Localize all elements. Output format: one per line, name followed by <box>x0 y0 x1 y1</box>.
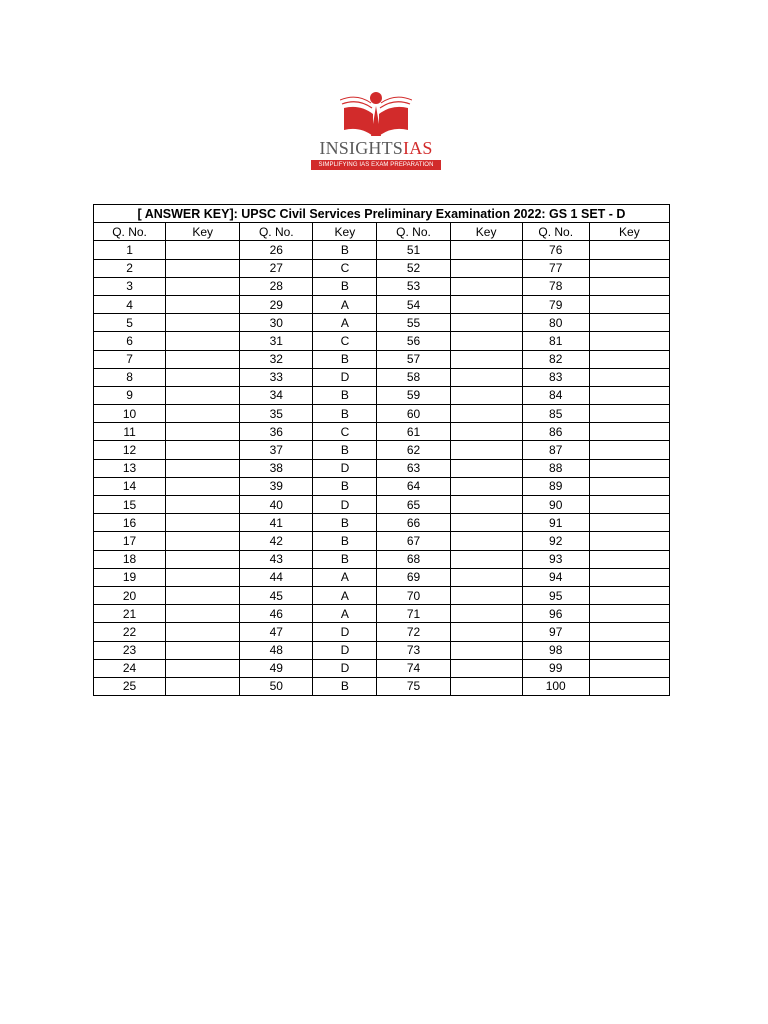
question-number-cell: 36 <box>240 423 313 441</box>
answer-key-cell <box>166 386 240 404</box>
answer-key-cell <box>589 241 669 259</box>
table-row <box>94 477 670 495</box>
column-header-key: Key <box>589 223 669 241</box>
answer-key-cell <box>450 241 522 259</box>
answer-key-cell <box>450 441 522 459</box>
question-number-cell: 65 <box>377 496 450 514</box>
answer-key-cell <box>589 550 669 568</box>
table-row <box>94 277 670 295</box>
answer-key-cell <box>450 496 522 514</box>
question-number-cell: 76 <box>522 241 589 259</box>
question-number-cell: 32 <box>240 350 313 368</box>
open-book-icon <box>340 90 412 140</box>
answer-key-cell <box>589 405 669 423</box>
question-number-cell: 64 <box>377 477 450 495</box>
question-number-cell: 25 <box>94 677 166 695</box>
answer-key-cell <box>450 659 522 677</box>
question-number-cell: 59 <box>377 386 450 404</box>
answer-key-cell <box>166 568 240 586</box>
question-number-cell: 94 <box>522 568 589 586</box>
question-number-cell: 85 <box>522 405 589 423</box>
question-number-cell: 28 <box>240 277 313 295</box>
question-number-cell: 50 <box>240 677 313 695</box>
question-number-cell: 84 <box>522 386 589 404</box>
question-number-cell: 17 <box>94 532 166 550</box>
answer-key-cell <box>166 332 240 350</box>
answer-key-cell <box>450 641 522 659</box>
answer-key-cell <box>166 368 240 386</box>
answer-key-cell: D <box>313 623 377 641</box>
answer-key-cell <box>589 641 669 659</box>
answer-key-cell: B <box>313 514 377 532</box>
brand-name <box>308 138 444 158</box>
table-row <box>94 405 670 423</box>
answer-key-cell: C <box>313 332 377 350</box>
question-number-cell: 47 <box>240 623 313 641</box>
answer-key-cell <box>589 605 669 623</box>
answer-key-cell <box>450 605 522 623</box>
answer-key-cell <box>450 314 522 332</box>
answer-key-cell: D <box>313 496 377 514</box>
question-number-cell: 66 <box>377 514 450 532</box>
answer-key-cell <box>450 477 522 495</box>
question-number-cell: 40 <box>240 496 313 514</box>
answer-key-cell <box>166 350 240 368</box>
answer-key-cell <box>166 532 240 550</box>
answer-key-cell <box>450 295 522 313</box>
question-number-cell: 21 <box>94 605 166 623</box>
answer-key-cell <box>589 314 669 332</box>
question-number-cell: 96 <box>522 605 589 623</box>
answer-key-cell <box>166 314 240 332</box>
answer-key-cell: D <box>313 459 377 477</box>
table-row <box>94 332 670 350</box>
question-number-cell: 19 <box>94 568 166 586</box>
answer-key-cell <box>589 350 669 368</box>
question-number-cell: 87 <box>522 441 589 459</box>
question-number-cell: 80 <box>522 314 589 332</box>
question-number-cell: 5 <box>94 314 166 332</box>
table-row <box>94 496 670 514</box>
question-number-cell: 75 <box>377 677 450 695</box>
answer-key-cell <box>166 423 240 441</box>
table-row <box>94 532 670 550</box>
question-number-cell: 78 <box>522 277 589 295</box>
answer-key-cell <box>450 459 522 477</box>
header-row <box>94 223 670 241</box>
answer-key-cell <box>166 441 240 459</box>
answer-key-cell <box>589 568 669 586</box>
answer-key-cell: B <box>313 477 377 495</box>
answer-key-cell: B <box>313 532 377 550</box>
answer-key-cell <box>166 641 240 659</box>
question-number-cell: 73 <box>377 641 450 659</box>
answer-key-cell <box>450 259 522 277</box>
answer-key-cell <box>589 514 669 532</box>
answer-key-cell <box>450 586 522 604</box>
answer-key-table <box>93 204 670 696</box>
question-number-cell: 61 <box>377 423 450 441</box>
question-number-cell: 82 <box>522 350 589 368</box>
question-number-cell: 16 <box>94 514 166 532</box>
question-number-cell: 86 <box>522 423 589 441</box>
answer-key-cell <box>450 405 522 423</box>
question-number-cell: 68 <box>377 550 450 568</box>
answer-key-cell <box>450 350 522 368</box>
answer-key-cell <box>166 277 240 295</box>
answer-key-cell: B <box>313 405 377 423</box>
question-number-cell: 27 <box>240 259 313 277</box>
question-number-cell: 7 <box>94 350 166 368</box>
answer-key-cell <box>450 514 522 532</box>
table-body <box>94 241 670 696</box>
answer-key-cell: B <box>313 677 377 695</box>
answer-key-cell <box>589 459 669 477</box>
answer-key-cell <box>166 623 240 641</box>
table-row <box>94 259 670 277</box>
answer-key-cell <box>166 659 240 677</box>
insightsias-logo <box>308 90 444 174</box>
table-row <box>94 314 670 332</box>
question-number-cell: 62 <box>377 441 450 459</box>
question-number-cell: 92 <box>522 532 589 550</box>
question-number-cell: 38 <box>240 459 313 477</box>
answer-key-cell <box>589 277 669 295</box>
question-number-cell: 31 <box>240 332 313 350</box>
question-number-cell: 41 <box>240 514 313 532</box>
table-row <box>94 659 670 677</box>
question-number-cell: 37 <box>240 441 313 459</box>
table-row <box>94 423 670 441</box>
question-number-cell: 81 <box>522 332 589 350</box>
question-number-cell: 83 <box>522 368 589 386</box>
table-row <box>94 641 670 659</box>
table-row <box>94 568 670 586</box>
question-number-cell: 1 <box>94 241 166 259</box>
table-row <box>94 241 670 259</box>
question-number-cell: 20 <box>94 586 166 604</box>
question-number-cell: 63 <box>377 459 450 477</box>
question-number-cell: 46 <box>240 605 313 623</box>
answer-key-cell: A <box>313 568 377 586</box>
table-title: [ ANSWER KEY]: UPSC Civil Services Preliminary Examination 2022: GS 1 SET - D <box>94 205 670 223</box>
answer-key-cell <box>589 496 669 514</box>
question-number-cell: 14 <box>94 477 166 495</box>
question-number-cell: 12 <box>94 441 166 459</box>
answer-key-cell: B <box>313 386 377 404</box>
question-number-cell: 74 <box>377 659 450 677</box>
table-row <box>94 368 670 386</box>
question-number-cell: 35 <box>240 405 313 423</box>
answer-key-cell: A <box>313 605 377 623</box>
question-number-cell: 89 <box>522 477 589 495</box>
column-header-key: Key <box>450 223 522 241</box>
answer-key-cell <box>450 550 522 568</box>
answer-key-cell <box>589 441 669 459</box>
question-number-cell: 71 <box>377 605 450 623</box>
answer-key-cell <box>450 332 522 350</box>
question-number-cell: 60 <box>377 405 450 423</box>
answer-key-cell <box>589 659 669 677</box>
question-number-cell: 44 <box>240 568 313 586</box>
question-number-cell: 6 <box>94 332 166 350</box>
answer-key-cell <box>450 568 522 586</box>
question-number-cell: 13 <box>94 459 166 477</box>
question-number-cell: 100 <box>522 677 589 695</box>
question-number-cell: 57 <box>377 350 450 368</box>
question-number-cell: 53 <box>377 277 450 295</box>
question-number-cell: 15 <box>94 496 166 514</box>
answer-key-cell: A <box>313 295 377 313</box>
answer-key-cell: D <box>313 368 377 386</box>
brand-part2: IAS <box>403 138 433 158</box>
answer-key-cell <box>166 605 240 623</box>
question-number-cell: 23 <box>94 641 166 659</box>
answer-key-cell <box>166 477 240 495</box>
answer-key-cell <box>450 386 522 404</box>
question-number-cell: 55 <box>377 314 450 332</box>
question-number-cell: 98 <box>522 641 589 659</box>
brand-tagline: SIMPLIFYING IAS EXAM PREPARATION <box>311 160 441 170</box>
question-number-cell: 3 <box>94 277 166 295</box>
table-row <box>94 623 670 641</box>
question-number-cell: 8 <box>94 368 166 386</box>
answer-key-cell: B <box>313 441 377 459</box>
answer-key-cell <box>589 532 669 550</box>
question-number-cell: 22 <box>94 623 166 641</box>
question-number-cell: 11 <box>94 423 166 441</box>
question-number-cell: 70 <box>377 586 450 604</box>
question-number-cell: 88 <box>522 459 589 477</box>
question-number-cell: 2 <box>94 259 166 277</box>
column-header-q-no: Q. No. <box>240 223 313 241</box>
question-number-cell: 90 <box>522 496 589 514</box>
question-number-cell: 30 <box>240 314 313 332</box>
question-number-cell: 33 <box>240 368 313 386</box>
answer-key-cell <box>166 259 240 277</box>
answer-key-cell <box>166 295 240 313</box>
answer-key-cell: C <box>313 423 377 441</box>
question-number-cell: 42 <box>240 532 313 550</box>
answer-key-cell <box>589 677 669 695</box>
question-number-cell: 69 <box>377 568 450 586</box>
question-number-cell: 54 <box>377 295 450 313</box>
answer-key-cell: D <box>313 641 377 659</box>
table-row <box>94 605 670 623</box>
question-number-cell: 26 <box>240 241 313 259</box>
answer-key-cell <box>589 259 669 277</box>
question-number-cell: 95 <box>522 586 589 604</box>
question-number-cell: 49 <box>240 659 313 677</box>
column-header-key: Key <box>166 223 240 241</box>
answer-key-cell <box>589 295 669 313</box>
answer-key-cell <box>166 496 240 514</box>
table-row <box>94 514 670 532</box>
table-row <box>94 550 670 568</box>
table-row <box>94 350 670 368</box>
question-number-cell: 93 <box>522 550 589 568</box>
question-number-cell: 29 <box>240 295 313 313</box>
answer-key-cell <box>450 623 522 641</box>
answer-key-cell <box>450 277 522 295</box>
table-row <box>94 459 670 477</box>
table-row <box>94 441 670 459</box>
column-header-q-no: Q. No. <box>377 223 450 241</box>
answer-key-cell: C <box>313 259 377 277</box>
answer-key-cell <box>166 677 240 695</box>
question-number-cell: 77 <box>522 259 589 277</box>
question-number-cell: 72 <box>377 623 450 641</box>
brand-part1: INSIGHTS <box>319 138 403 158</box>
answer-key-cell: D <box>313 659 377 677</box>
question-number-cell: 52 <box>377 259 450 277</box>
question-number-cell: 91 <box>522 514 589 532</box>
answer-key-cell <box>166 550 240 568</box>
answer-key-cell <box>166 459 240 477</box>
question-number-cell: 43 <box>240 550 313 568</box>
answer-key-cell <box>450 423 522 441</box>
question-number-cell: 79 <box>522 295 589 313</box>
question-number-cell: 48 <box>240 641 313 659</box>
question-number-cell: 67 <box>377 532 450 550</box>
question-number-cell: 18 <box>94 550 166 568</box>
column-header-q-no: Q. No. <box>522 223 589 241</box>
answer-key-cell: B <box>313 277 377 295</box>
question-number-cell: 97 <box>522 623 589 641</box>
question-number-cell: 4 <box>94 295 166 313</box>
answer-key-cell <box>450 532 522 550</box>
answer-key-cell <box>450 368 522 386</box>
answer-key-cell <box>589 368 669 386</box>
answer-key-cell: A <box>313 586 377 604</box>
answer-key-cell <box>166 405 240 423</box>
answer-key-cell: B <box>313 550 377 568</box>
question-number-cell: 56 <box>377 332 450 350</box>
question-number-cell: 9 <box>94 386 166 404</box>
table-row <box>94 295 670 313</box>
column-header-key: Key <box>313 223 377 241</box>
answer-key-cell: B <box>313 350 377 368</box>
column-header-q-no: Q. No. <box>94 223 166 241</box>
question-number-cell: 99 <box>522 659 589 677</box>
answer-key-cell <box>589 586 669 604</box>
answer-key-cell <box>589 477 669 495</box>
answer-key-cell: A <box>313 314 377 332</box>
question-number-cell: 58 <box>377 368 450 386</box>
answer-key-cell <box>589 332 669 350</box>
question-number-cell: 45 <box>240 586 313 604</box>
table-row <box>94 586 670 604</box>
answer-key-cell <box>589 423 669 441</box>
answer-key-cell: B <box>313 241 377 259</box>
answer-key-cell <box>166 241 240 259</box>
table-row <box>94 677 670 695</box>
question-number-cell: 51 <box>377 241 450 259</box>
answer-key-cell <box>166 586 240 604</box>
question-number-cell: 24 <box>94 659 166 677</box>
question-number-cell: 39 <box>240 477 313 495</box>
answer-key-cell <box>166 514 240 532</box>
table-row <box>94 386 670 404</box>
answer-key-cell <box>589 623 669 641</box>
question-number-cell: 10 <box>94 405 166 423</box>
answer-key-cell <box>589 386 669 404</box>
question-number-cell: 34 <box>240 386 313 404</box>
answer-key-cell <box>450 677 522 695</box>
